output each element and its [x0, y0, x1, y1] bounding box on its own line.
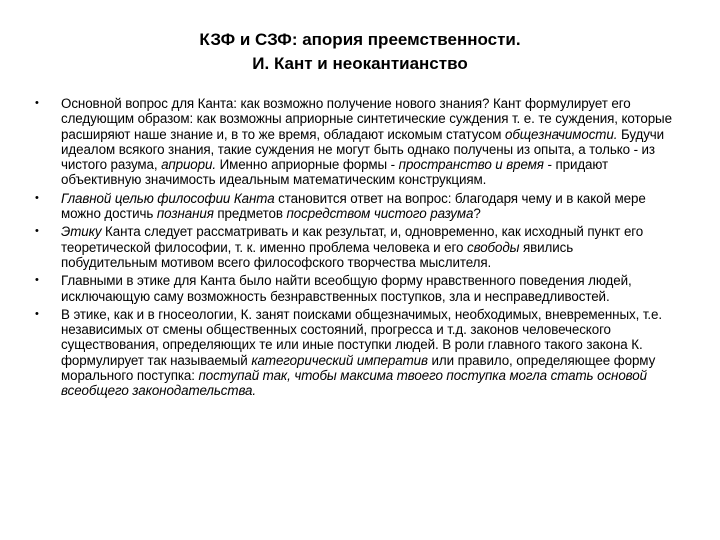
title-line-2: И. Кант и неокантианство — [252, 54, 468, 73]
italic-text: общезначимости. — [504, 126, 618, 142]
italic-text: посредством чистого разума — [286, 206, 474, 222]
body-text: Основной вопрос для Канта: как возможно получение нового знания? Кант формулирует его следующим образом: как возможны априорные синтетические суждения т. е. те суждения, которые расширяют наше знание и, в то же время, обладают искомым статусом — [61, 96, 672, 142]
bullet-item — [0, 224, 673, 270]
bullet-item — [0, 96, 673, 188]
italic-text: свободы — [467, 239, 520, 255]
italic-text: Главной целью философии Канта — [61, 190, 275, 206]
body-text: явились побудительным мотивом всего философского творчества мыслителя. — [61, 239, 574, 270]
italic-text: априори. — [161, 157, 216, 173]
bullet-dot-icon: • — [35, 307, 39, 320]
body-text: Именно априорные формы - — [215, 157, 399, 173]
bullet-dot-icon: • — [35, 225, 39, 238]
italic-text: Этику — [61, 224, 102, 240]
title-line-1: КЗФ и СЗФ: апория преемственности. — [199, 30, 521, 49]
page-title — [110, 28, 610, 76]
bullet-dot-icon: • — [35, 191, 39, 204]
body-text: или правило, определяющее форму морального поступка: — [61, 352, 656, 384]
italic-text: поступай так, чтобы максима твоего поступка могла стать основой всеобщего законодательства. — [61, 368, 647, 399]
italic-text: категорический императив — [251, 352, 428, 368]
body-text: Главными в этике для Канта было найти всеобщую форму нравственного поведения людей, исключающую саму возможность безнравственных поступков, зла и несправедливостей. — [61, 273, 632, 304]
bullet-list — [0, 96, 720, 402]
body-text: В этике, как и в гносеологии, К. занят поисками общезначимых, необходимых, вневременных, т.е. независимых от смены общественных состояний, прогресса и т.д. законов человеческого существования, определяющих те или иные поступки людей. В роли главного такого закона К. формулирует так называемый — [61, 306, 662, 368]
body-text: Будучи идеалом всякого знания, такие суждения не могут быть однако получены из опыта, а только - из чистого разума, — [61, 126, 665, 173]
body-text: - придают объективную значимость идеальным математическим конструкциям. — [61, 157, 609, 188]
body-text: становится ответ на вопрос: благодаря чему и в какой мере можно достичь — [61, 190, 646, 222]
body-text: предметов — [213, 206, 287, 222]
italic-text: пространство и время — [398, 157, 544, 173]
body-text: ? — [473, 206, 481, 222]
italic-text: познания — [156, 206, 214, 222]
bullet-item — [0, 191, 673, 222]
bullet-dot-icon: • — [35, 97, 39, 109]
bullet-item — [0, 307, 673, 399]
bullet-dot-icon: • — [35, 274, 39, 287]
body-text: Канта следует рассматривать и как результат, и, одновременно, как исходный пункт его теоретической философии, т. к. именно проблема человека и его — [61, 224, 644, 255]
bullet-item — [0, 273, 673, 304]
